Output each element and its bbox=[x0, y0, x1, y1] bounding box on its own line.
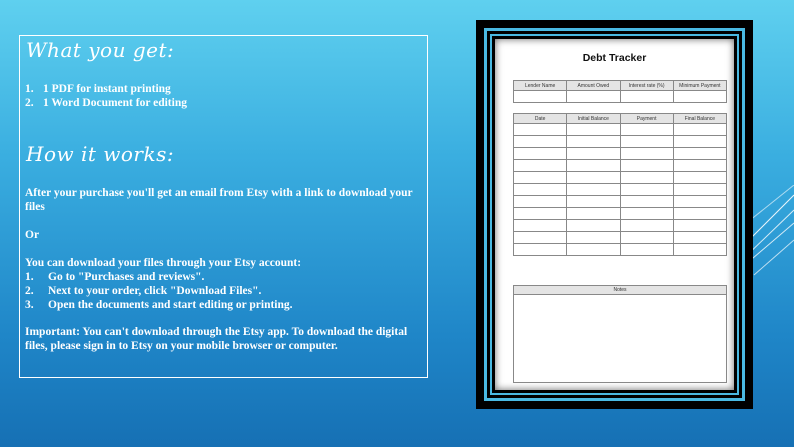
table-row bbox=[514, 91, 727, 103]
important-text: Important: You can't download through the Etsy app. To download the digital bbox=[25, 326, 408, 338]
table-row bbox=[514, 172, 727, 184]
list-item: 2. Next to your order, click "Download Files". bbox=[25, 285, 262, 297]
info-panel bbox=[19, 35, 428, 378]
table-row bbox=[514, 148, 727, 160]
list-item: 1. Go to "Purchases and reviews". bbox=[25, 271, 205, 283]
table-header: Lender Name bbox=[514, 81, 567, 91]
table-row bbox=[514, 208, 727, 220]
table-row bbox=[514, 124, 727, 136]
list-item: 2. 1 Word Document for editing bbox=[25, 97, 187, 109]
what-you-get-heading: What you get: bbox=[26, 38, 175, 62]
list-item: 1. 1 PDF for instant printing bbox=[25, 83, 171, 95]
table-row bbox=[514, 184, 727, 196]
important-text-cont: files, please sign in to Etsy on your mobile browser or computer. bbox=[25, 340, 338, 352]
payment-table bbox=[513, 113, 727, 256]
purchase-text-cont: files bbox=[25, 201, 45, 213]
table-row bbox=[514, 244, 727, 256]
table-header: Date bbox=[514, 114, 567, 124]
table-row bbox=[514, 160, 727, 172]
table-row bbox=[514, 232, 727, 244]
lender-table bbox=[513, 80, 727, 103]
document-title: Debt Tracker bbox=[582, 52, 647, 64]
how-it-works-heading: How it works: bbox=[26, 142, 175, 166]
purchase-text: After your purchase you'll get an email from Etsy with a link to download your bbox=[25, 187, 413, 199]
table-row bbox=[514, 136, 727, 148]
table-header: Payment bbox=[620, 114, 673, 124]
or-text: Or bbox=[25, 229, 40, 241]
notes-label: Notes bbox=[514, 286, 726, 295]
list-item: 3. Open the documents and start editing or printing. bbox=[25, 299, 293, 311]
document-page bbox=[495, 39, 734, 390]
table-header: Amount Owed bbox=[567, 81, 620, 91]
table-row bbox=[514, 220, 727, 232]
table-row bbox=[514, 196, 727, 208]
table-header: Minimum Payment bbox=[673, 81, 726, 91]
notes-box bbox=[513, 285, 727, 383]
table-header: Interest rate (%) bbox=[620, 81, 673, 91]
account-intro-text: You can download your files through your Etsy account: bbox=[25, 257, 302, 269]
table-header: Initial Balance bbox=[567, 114, 620, 124]
document-preview-frame bbox=[476, 20, 753, 409]
table-header: Final Balance bbox=[673, 114, 726, 124]
